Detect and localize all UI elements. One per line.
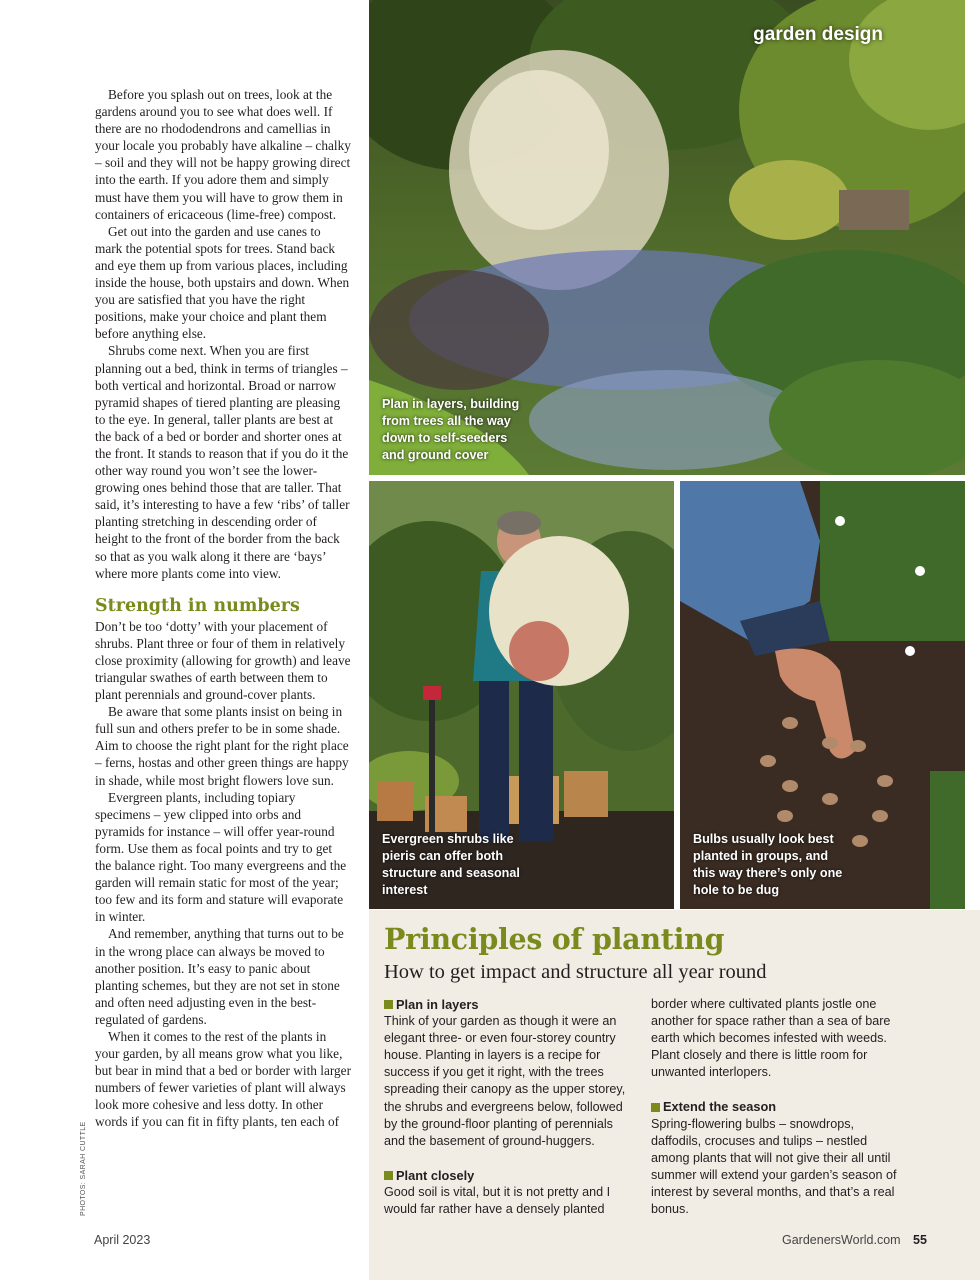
body-paragraph: Evergreen plants, including topiary specimens – yew clipped into orbs and pyramids for instance – will offer year-round form. Use them as focal points and try to get the balance right. Too many evergreens and the garden will remain static for most of the year; too few and its form and stature will evaporate in winter.: [95, 789, 347, 925]
photo-caption: Plan in layers, building from trees all the way down to self-seeders and ground cover: [382, 397, 520, 462]
panel-heading: Plant closely: [384, 1167, 636, 1184]
photo-man-with-pieris: [369, 481, 674, 909]
bullet-square-icon: [651, 1103, 660, 1112]
photo-planting-bulbs: [680, 481, 965, 909]
photo-layered-border: [369, 0, 965, 475]
photo-caption: Bulbs usually look best planted in groups, and this way there’s only one hole to be dug: [693, 832, 843, 897]
body-paragraph: Shrubs come next. When you are first planning out a bed, think in terms of triangles – both vertical and horizontal. Broad or narrow pyramid shapes of tiered planting are pleasing to the eye. In general, taller plants are best at the back of a bed or border and shorter ones at the front. It stands to reason that if you do it the other way round you won’t see the lower-growing ones behind those that are taller. That said, it’s interesting to have a few ‘ribs’ of taller planting stretching in descending order of height to the front of the border from the back so that as you walk along it there are ‘bays’ where more plants come into view.: [95, 343, 350, 581]
body-paragraph: Get out into the garden and use canes to mark the potential spots for trees. Stand back and eye them up from various places, including inside the house, both upstairs and down. When you are satisfied that you have the right positions, make your choice and plant them before anything else.: [95, 223, 350, 342]
photo-credit: PHOTOS: SARAH CUTTLE: [80, 1121, 87, 1216]
panel-title: Principles of planting: [384, 922, 725, 956]
body-paragraph: And remember, anything that turns out to be in the wrong place can always be moved to another position. It’s easy to panic about planting schemes, but they are not set in stone and often need adjusting even in the best-regulated of gardens.: [95, 926, 344, 1027]
bullet-square-icon: [384, 1000, 393, 1009]
panel-paragraph: Think of your garden as though it were an elegant three- or even four-storey country house. Planting in layers is a recipe for success if you get it right, with the trees spreading their canopy as the upper storey, the shrubs and evergreens below, followed by the ground-floor planting of perennials and the basement of ground-huggers.: [384, 1014, 626, 1148]
panel-subtitle: How to get impact and structure all year round: [384, 961, 767, 983]
body-paragraph: Be aware that some plants insist on being in full sun and others prefer to be in some shade. Aim to choose the right plant for the right place – ferns, hostas and other green things are happy in shade, while most bright flowers love sun.: [95, 704, 349, 788]
section-tag: garden design: [753, 24, 883, 45]
subheading-strength-in-numbers: Strength in numbers: [95, 595, 300, 616]
panel-paragraph: border where cultivated plants jostle one another for space rather than a sea of bare earth which becomes infested with weeds. Plant closely and there is little room for unwanted interlopers.: [651, 997, 891, 1080]
panel-column-1: [384, 996, 636, 1235]
body-paragraph: Before you splash out on trees, look at the gardens around you to see what does well. If there are no rhododendrons and camellias in your locale you probably have alkaline – chalky – soil and they will not be happy growing direct into the earth. If you adore them and simply must have them you will have to grow them in containers of ericaceous (lime-free) compost.: [95, 87, 351, 222]
footer-date: April 2023: [94, 1233, 151, 1247]
panel-heading: Plan in layers: [384, 996, 636, 1013]
panel-column-2: [651, 996, 903, 1235]
panel-heading: Extend the season: [651, 1098, 903, 1115]
panel-paragraph: Good soil is vital, but it is not pretty and I would far rather have a densely planted: [384, 1184, 611, 1217]
article-left-column: [95, 86, 351, 1131]
footer-site: GardenersWorld.com: [782, 1233, 901, 1247]
bullet-square-icon: [384, 1171, 393, 1180]
principles-panel: [369, 910, 980, 1280]
page-number: 55: [913, 1233, 927, 1247]
body-paragraph: Don’t be too ‘dotty’ with your placement of shrubs. Plant three or four of them in relatively close proximity (allowing for growth) and leave triangular swathes of earth between them to plant perennials and ground-cover plants.: [95, 618, 351, 703]
panel-paragraph: Spring-flowering bulbs – snowdrops, daffodils, crocuses and tulips – nestled among plants that will not give their all until summer will extend your garden’s season of interest by several months, and that’s a real bonus.: [651, 1116, 897, 1217]
body-paragraph: When it comes to the rest of the plants in your garden, by all means grow what you like, but bear in mind that a bed or border with larger numbers of fewer varieties of plant will always look more cohesive and less dotty. In other words if you can fit in fifty plants, ten each of: [95, 1028, 352, 1130]
photo-caption: Evergreen shrubs like pieris can offer both structure and seasonal interest: [382, 832, 520, 897]
